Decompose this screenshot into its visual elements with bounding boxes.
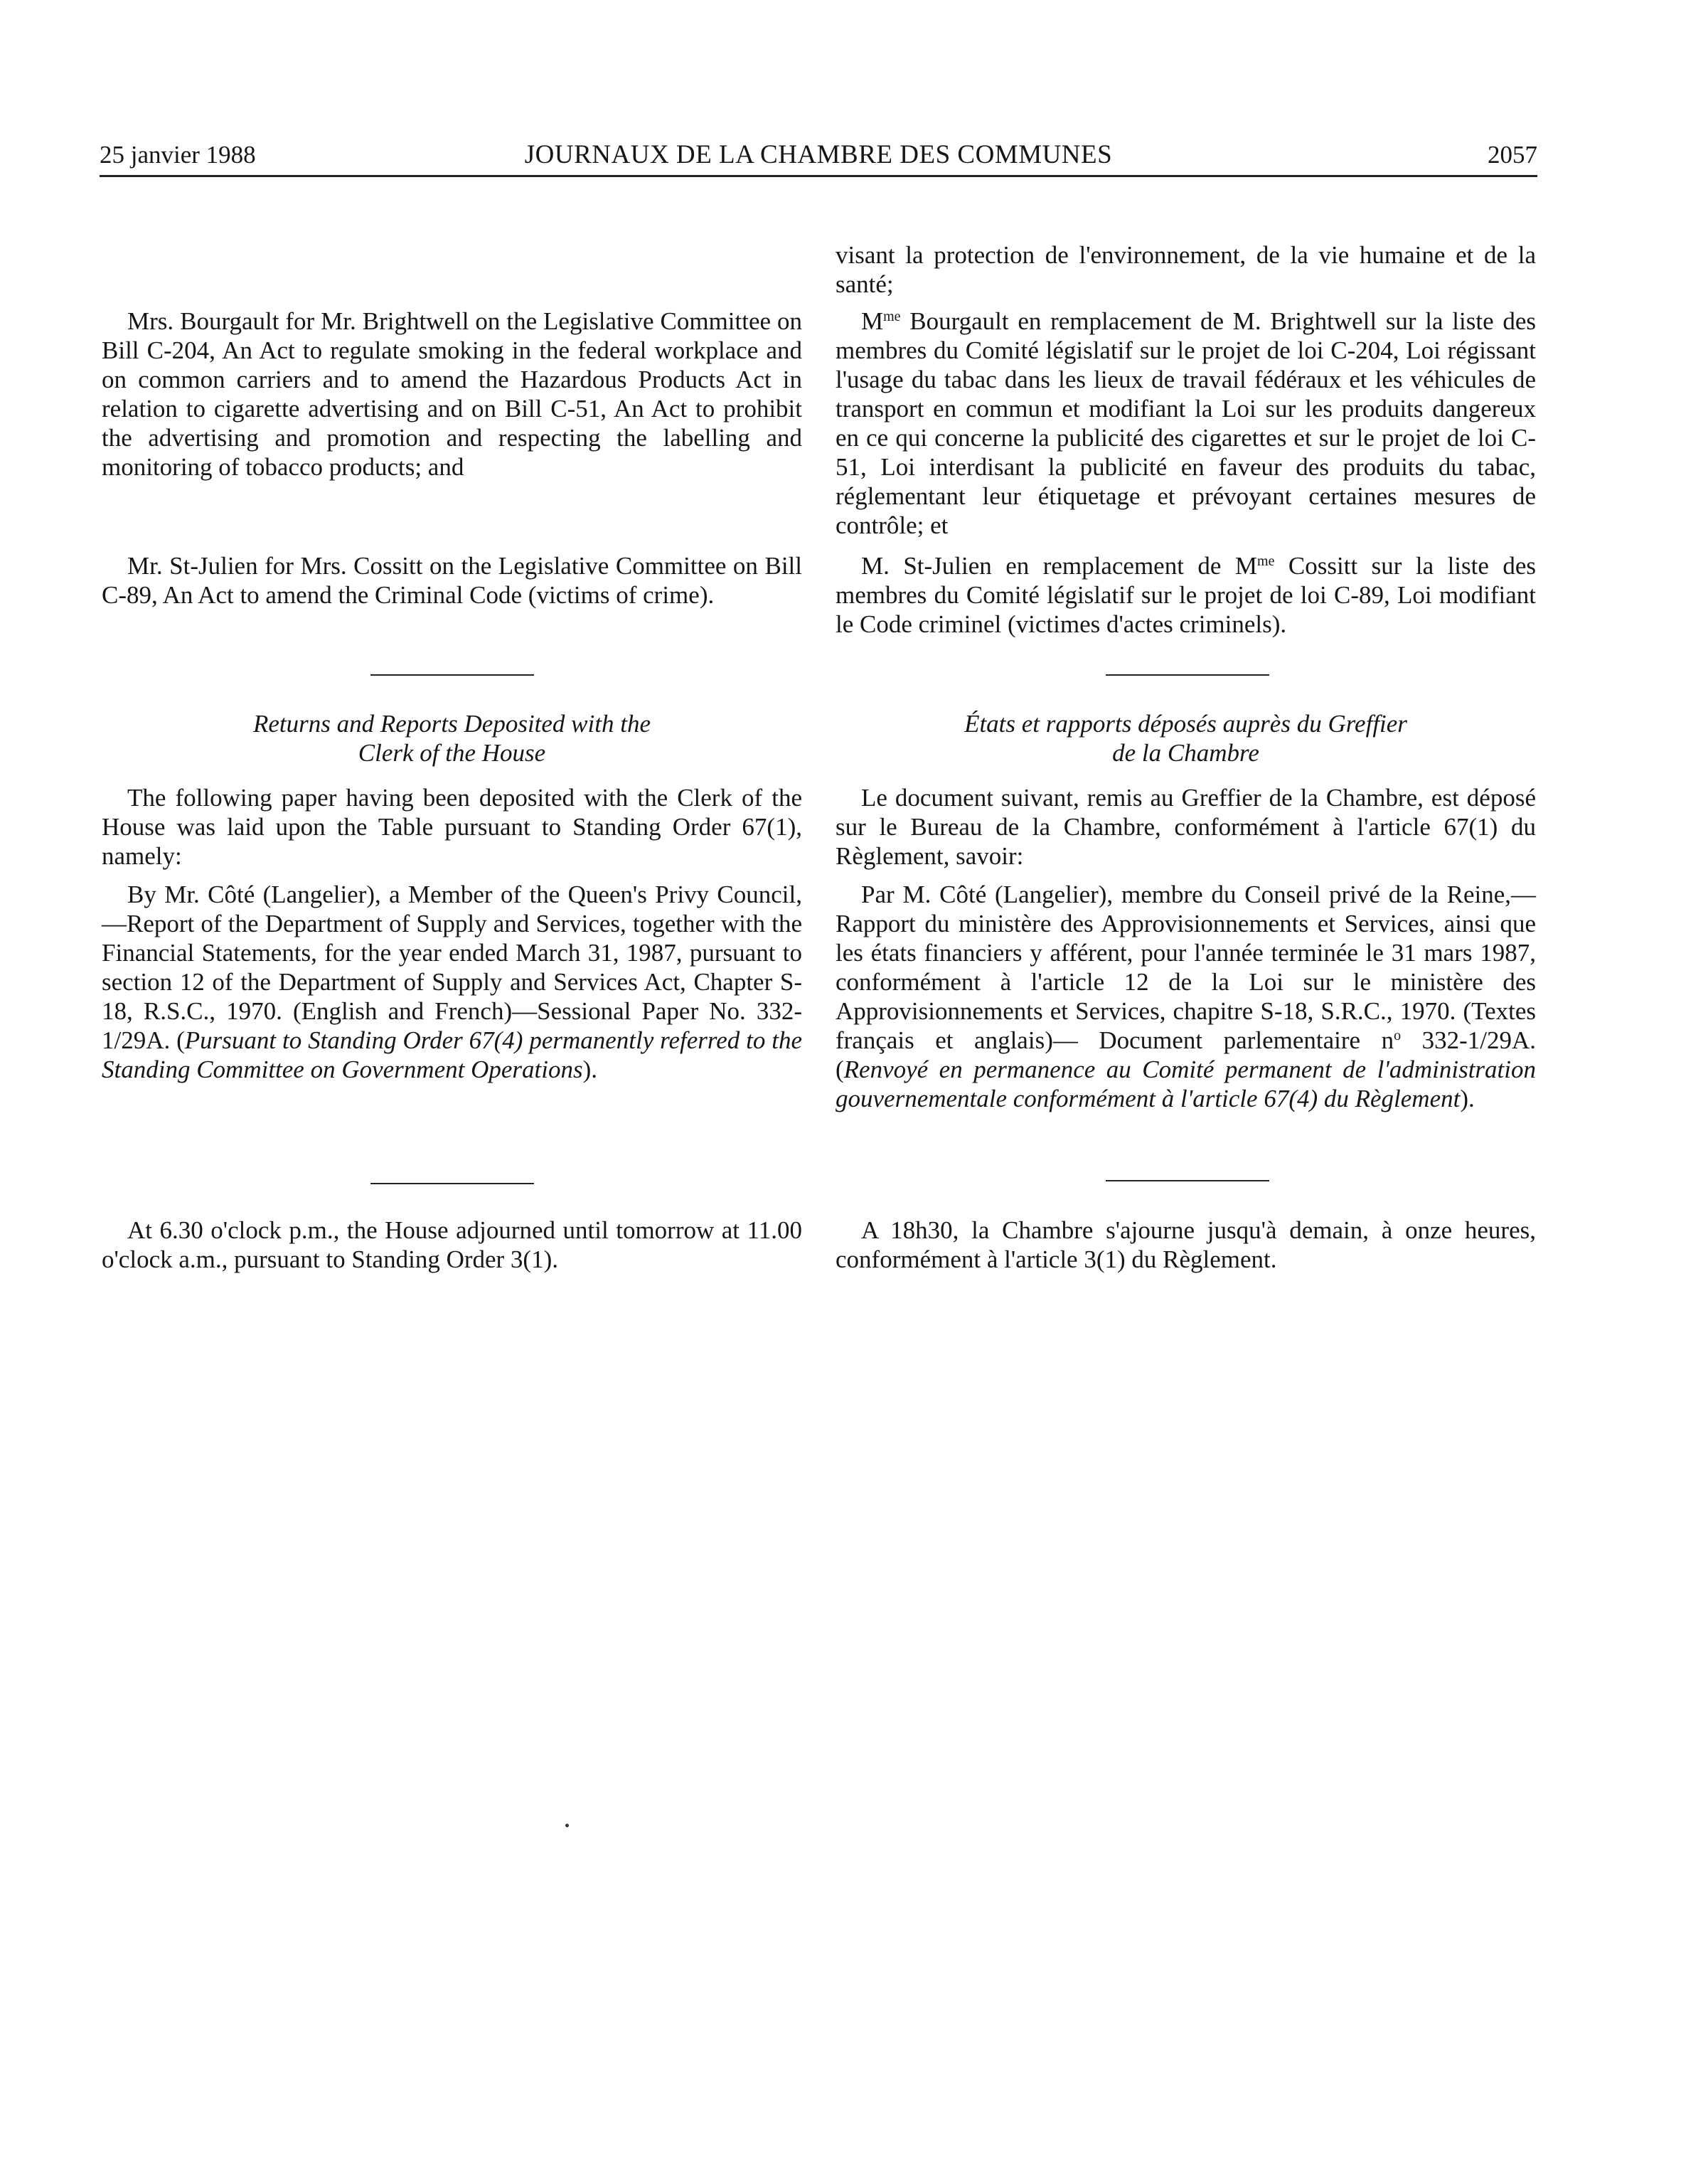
fr-substitution-st-julien (836, 551, 1536, 639)
header-date: 25 janvier 1988 (100, 141, 256, 169)
fr-number-sup: o (1394, 1028, 1402, 1043)
header-title: JOURNAUX DE LA CHAMBRE DES COMMUNES (524, 140, 1113, 169)
fr-mme-abbrev: M (861, 307, 884, 335)
en-substitution-st-julien: Mr. St-Julien for Mrs. Cossitt on the Legislative Committee on Bill C-89, An Act to amend the Criminal Code (victims of crime). (102, 552, 802, 609)
fr-section-divider-2 (1106, 1180, 1269, 1181)
en-section-divider-2 (370, 1183, 534, 1184)
en-returns-item-end: ). (582, 1056, 597, 1083)
en-returns-heading-line1: Returns and Reports Deposited with the (253, 710, 651, 738)
fr-substitution-bourgault (836, 307, 1536, 540)
fr-mme-sup: me (883, 309, 901, 324)
fr-substitution-2-end: Cossitt sur la liste des membres du Comité législatif sur le projet de loi C-89, Loi modifiant le Code criminel (victimes d'actes criminels). (836, 552, 1537, 638)
fr-returns-item-number: 332-1/29A. ( (836, 1026, 1536, 1083)
fr-returns-item (836, 880, 1536, 1113)
fr-returns-item-text: Par M. Côté (Langelier), membre du Conseil privé de la Reine,—Rapport du ministère des Approvisionnements et Services, ainsi que les états financiers y afférent, pour l'année terminée le 31 mars 1987, conformément à l'article 12 de la Loi sur le ministère des Approvisionnements et Services, chapitre S-18, S.R.C., 1970. (Textes français et anglais)— Document parlementaire n (836, 881, 1536, 1054)
en-returns-item-text: By Mr. Côté (Langelier), a Member of the Queen's Privy Council,—Report of the Department of Supply and Services, together with the Financial Statements, for the year ended March 31, 1987, pursuant to section 12 of the Department of Supply and Services Act, Chapter S-18, R.S.C., 1970. (English and French)—Sessional Paper No. 332-1/29A. ( (102, 881, 802, 1054)
fr-substitution-2-start: M. St-Julien en remplacement de M (861, 552, 1258, 580)
en-section-divider-1 (370, 674, 534, 676)
en-returns-item-referral: Pursuant to Standing Order 67(4) permanently referred to the Standing Committee on Government Operations (102, 1026, 802, 1083)
en-returns-item (102, 880, 802, 1084)
fr-returns-intro: Le document suivant, remis au Greffier de la Chambre, est déposé sur le Bureau de la Chambre, conformément à l'article 67(1) du Règlement, savoir: (836, 784, 1536, 870)
fr-mme-sup-2: me (1257, 553, 1275, 569)
running-header (100, 135, 1537, 177)
fr-returns-heading-line1: États et rapports déposés auprès du Greffier (964, 710, 1407, 738)
fr-returns-item-end: ). (1460, 1085, 1475, 1112)
en-adjournment: At 6.30 o'clock p.m., the House adjourned until tomorrow at 11.00 o'clock a.m., pursuant to Standing Order 3(1). (102, 1216, 802, 1273)
fr-adjournment: A 18h30, la Chambre s'ajourne jusqu'à demain, à onze heures, conformément à l'article 3(1) du Règlement. (836, 1216, 1536, 1273)
en-returns-heading-line2: Clerk of the House (358, 739, 546, 767)
fr-substitution-1-text: Bourgault en remplacement de M. Brightwell sur la liste des membres du Comité législatif sur le projet de loi C-204, Loi régissant l'usage du tabac dans les lieux de travail fédéraux et les véhicules de transport en commun et modifiant la Loi sur les produits dangereux en ce qui concerne la publicité des cigarettes et sur le projet de loi C-51, Loi interdisant la publicité en faveur des produits du tabac, réglementant leur étiquetage et prévoyant certaines mesures de contrôle; et (836, 307, 1536, 539)
en-returns-intro: The following paper having been deposited with the Clerk of the House was laid upon the Table pursuant to Standing Order 67(1), namely: (102, 784, 802, 870)
fr-section-divider-1 (1106, 674, 1269, 676)
en-returns-heading (102, 709, 802, 767)
fr-returns-item-referral: Renvoyé en permanence au Comité permanent de l'administration gouvernementale conformément à l'article 67(4) du Règlement (836, 1056, 1536, 1112)
page-number: 2057 (1488, 141, 1537, 169)
fr-returns-heading-line2: de la Chambre (1112, 739, 1259, 767)
en-substitution-bourgault: Mrs. Bourgault for Mr. Brightwell on the Legislative Committee on Bill C-204, An Act to regulate smoking in the federal workplace and on common carriers and to amend the Hazardous Products Act in relation to cigarette advertising and on Bill C-51, An Act to prohibit the advertising and promotion and respecting the labelling and monitoring of tobacco products; and (102, 307, 802, 481)
fr-continuation: visant la protection de l'environnement, de la vie humaine et de la santé; (836, 241, 1536, 298)
fr-returns-heading (836, 709, 1536, 767)
scan-speck (565, 1824, 569, 1827)
